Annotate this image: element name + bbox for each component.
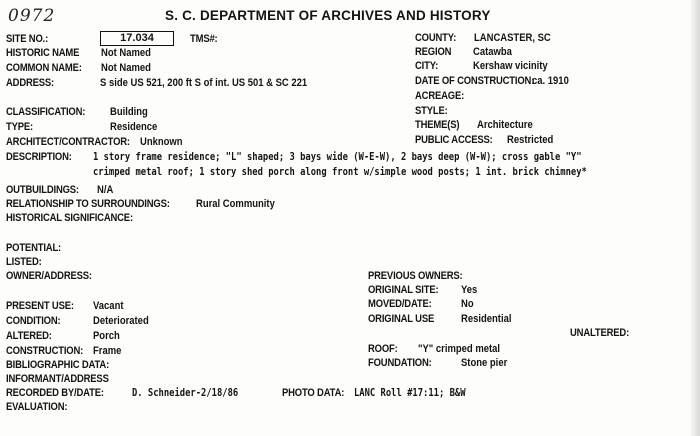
type-value: Residence <box>110 121 158 133</box>
roof-label: ROOF: <box>368 343 398 355</box>
evaluation-label: EVALUATION: <box>6 401 68 413</box>
historic-name-value: Not Named <box>101 47 151 59</box>
address-label: ADDRESS: <box>6 77 55 89</box>
construction-label: CONSTRUCTION: <box>6 345 84 357</box>
description-line-1: 1 story frame residence; "L" shaped; 3 bays wide (W-E-W), 2 bays deep (W-W); cross gable "Y" <box>93 151 582 163</box>
city-label: CITY: <box>415 60 439 72</box>
condition-label: CONDITION: <box>6 315 61 327</box>
original-site-label: ORIGINAL SITE: <box>368 284 439 296</box>
common-name-value: Not Named <box>101 62 151 74</box>
acreage-label: ACREAGE: <box>415 90 465 102</box>
county-value: LANCASTER, SC <box>474 32 551 44</box>
description-line-2: crimped metal roof; 1 story shed porch along front w/simple wood posts; 1 int. brick chimney* <box>93 166 587 178</box>
relationship-value: Rural Community <box>196 198 275 210</box>
altered-label: ALTERED: <box>6 330 52 342</box>
original-use-value: Residential <box>461 313 512 325</box>
historic-name-label: HISTORIC NAME <box>6 47 80 59</box>
architect-label: ARCHITECT/CONTRACTOR: <box>6 136 130 148</box>
present-use-label: PRESENT USE: <box>6 300 74 312</box>
date-construction-label: DATE OF CONSTRUCTION: <box>415 75 535 87</box>
architect-value: Unknown <box>140 136 183 148</box>
region-label: REGION <box>415 46 452 58</box>
listed-label: LISTED: <box>6 256 42 268</box>
tms-label: TMS#: <box>190 33 218 45</box>
classification-label: CLASSIFICATION: <box>6 106 86 118</box>
foundation-value: Stone pier <box>461 357 508 369</box>
construction-value: Frame <box>93 345 122 357</box>
informant-label: INFORMANT/ADDRESS <box>6 373 109 385</box>
original-site-value: Yes <box>461 284 478 296</box>
moved-date-label: MOVED/DATE: <box>368 298 432 310</box>
card-header: S. C. DEPARTMENT OF ARCHIVES AND HISTORY <box>165 8 491 23</box>
photo-value: LANC Roll #17:11; B&W <box>354 387 466 399</box>
owner-address-label: OWNER/ADDRESS: <box>6 270 92 282</box>
card-right-edge <box>691 0 700 436</box>
original-use-label: ORIGINAL USE <box>368 313 435 325</box>
roof-value: "Y" crimped metal <box>418 343 501 355</box>
historical-significance-label: HISTORICAL SIGNIFICANCE: <box>6 212 133 224</box>
unaltered-label: UNALTERED: <box>570 327 630 339</box>
bibliographic-label: BIBLIOGRAPHIC DATA: <box>6 359 110 371</box>
themes-label: THEME(S) <box>415 119 460 131</box>
style-label: STYLE: <box>415 105 448 117</box>
region-value: Catawba <box>473 46 512 58</box>
recorded-value: D. Schneider-2/18/86 <box>132 387 239 399</box>
condition-value: Deteriorated <box>93 315 149 327</box>
classification-value: Building <box>110 106 148 118</box>
common-name-label: COMMON NAME: <box>6 62 82 74</box>
public-access-label: PUBLIC ACCESS: <box>415 134 493 146</box>
relationship-label: RELATIONSHIP TO SURROUNDINGS: <box>6 198 170 210</box>
themes-value: Architecture <box>477 119 533 131</box>
site-no-value: 17.034 <box>120 32 154 44</box>
outbuildings-label: OUTBUILDINGS: <box>6 184 79 196</box>
recorded-label: RECORDED BY/DATE: <box>6 387 104 399</box>
photo-label: PHOTO DATA: <box>282 387 345 399</box>
site-no-box <box>100 31 174 46</box>
moved-date-value: No <box>461 298 474 310</box>
altered-value: Porch <box>93 330 120 342</box>
type-label: TYPE: <box>6 121 34 133</box>
outbuildings-value: N/A <box>97 184 114 196</box>
present-use-value: Vacant <box>93 300 124 312</box>
public-access-value: Restricted <box>507 134 554 146</box>
previous-owners-label: PREVIOUS OWNERS: <box>368 270 463 282</box>
description-label: DESCRIPTION: <box>6 151 72 163</box>
potential-label: POTENTIAL: <box>6 242 62 254</box>
address-value: S side US 521, 200 ft S of int. US 501 & SC 221 <box>100 77 308 89</box>
city-value: Kershaw vicinity <box>473 60 548 72</box>
date-construction-value: ca. 1910 <box>532 75 569 87</box>
county-label: COUNTY: <box>415 32 457 44</box>
site-no-label: SITE NO.: <box>6 33 49 45</box>
card-number: 0972 <box>8 6 56 26</box>
foundation-label: FOUNDATION: <box>368 357 432 369</box>
